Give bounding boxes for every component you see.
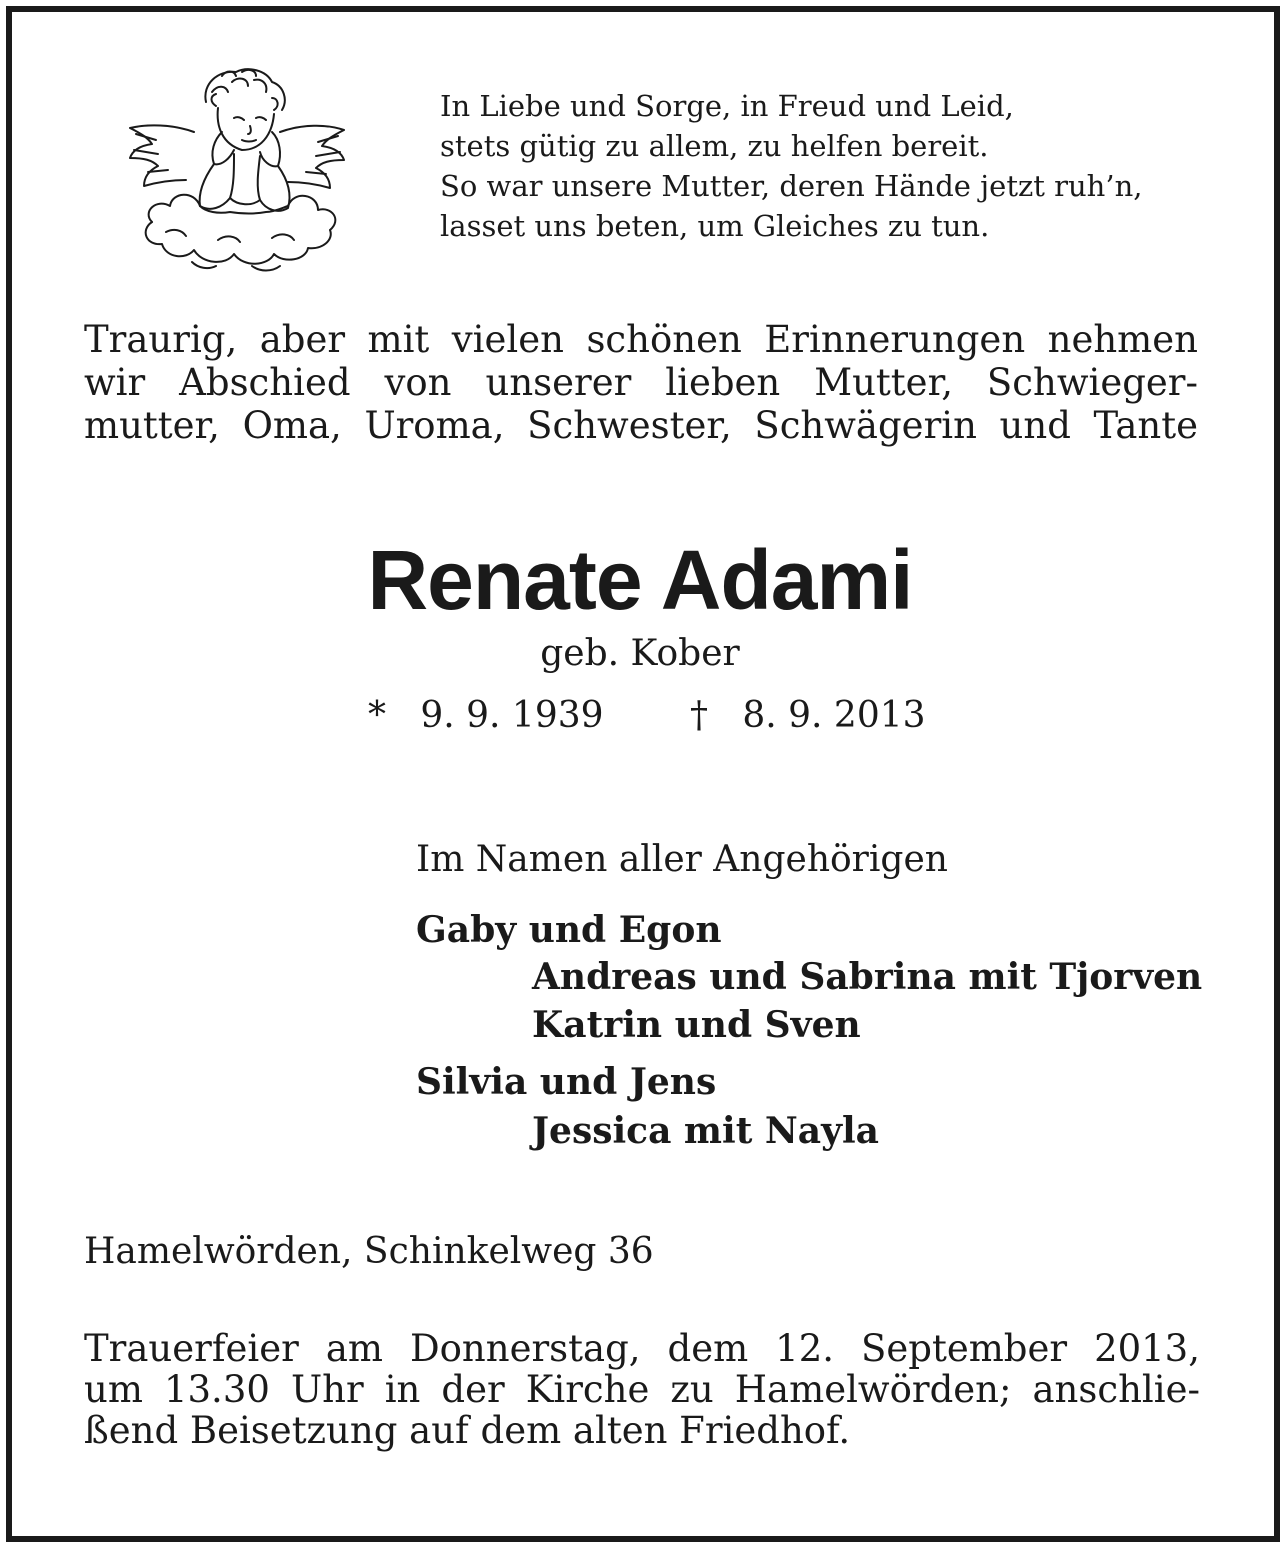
mourner-family: Katrin und Sven <box>532 1004 861 1046</box>
poem-line: So war unsere Mutter, deren Hände jetzt ruh’n, <box>440 169 1143 203</box>
mourner-family: Andreas und Sabrina mit Tjorven <box>532 956 1203 998</box>
service-line: um 13.30 Uhr in der Kirche zu Hamelwörden; anschlie- <box>84 1368 1200 1411</box>
service-line: Trauerfeier am Donnerstag, dem 12. September 2013, <box>84 1327 1200 1370</box>
birth-date-value: 9. 9. 1939 <box>420 695 604 736</box>
death-date <box>690 692 926 740</box>
mourners-intro: Im Namen aller Angehörigen <box>416 839 948 880</box>
birth-date <box>368 692 604 740</box>
poem-line: lasset uns beten, um Gleiches zu tun. <box>440 209 990 243</box>
intro-line: mutter, Oma, Uroma, Schwester, Schwägerin und Tante <box>84 404 1198 447</box>
death-symbol: † <box>690 695 708 736</box>
service-info <box>84 1328 1200 1451</box>
poem-line: In Liebe und Sorge, in Freud und Leid, <box>440 89 1014 123</box>
mourner-family: Jessica mit Nayla <box>532 1110 880 1152</box>
address: Hamelwörden, Schinkelweg 36 <box>84 1231 654 1272</box>
intro-line: Traurig, aber mit vielen schönen Erinnerungen nehmen <box>84 318 1198 361</box>
mourner-family: Silvia und Jens <box>416 1061 717 1103</box>
death-date-value: 8. 9. 2013 <box>742 695 926 736</box>
poem-line: stets gütig zu allem, zu helfen bereit. <box>440 129 989 163</box>
mourner-family: Gaby und Egon <box>416 909 722 951</box>
intro-line: wir Abschied von unserer lieben Mutter, Schwieger- <box>84 361 1198 404</box>
service-line: ßend Beisetzung auf dem alten Friedhof. <box>84 1409 851 1452</box>
cherub-angel-icon <box>122 62 352 277</box>
maiden-name: geb. Kober <box>540 633 740 674</box>
intro-text <box>84 318 1198 447</box>
poem <box>440 86 1142 246</box>
deceased-name: Renate Adami <box>367 533 913 627</box>
birth-symbol: * <box>368 695 386 736</box>
